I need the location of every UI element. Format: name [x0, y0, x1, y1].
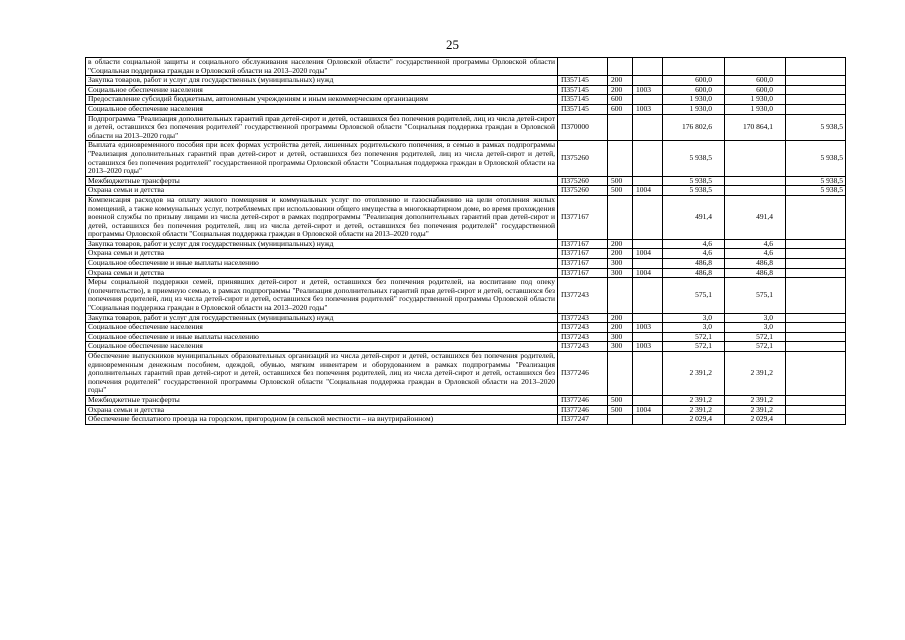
row-code-cell: П377243 — [558, 323, 608, 333]
row-section-cell — [633, 141, 663, 176]
table-row — [86, 239, 846, 249]
table-row — [86, 95, 846, 105]
row-amount-2-cell: 575,1 — [725, 278, 786, 313]
table-row — [86, 395, 846, 405]
row-section-cell — [633, 278, 663, 313]
row-amount-3-cell — [786, 76, 846, 86]
row-section-cell: 1003 — [633, 323, 663, 333]
row-expense-type-cell: 300 — [608, 259, 633, 269]
row-code-cell: П357145 — [558, 85, 608, 95]
row-amount-2-cell: 2 029,4 — [725, 415, 786, 425]
table-row — [86, 114, 846, 141]
row-code-cell: П375260 — [558, 141, 608, 176]
table-row — [86, 332, 846, 342]
table-row — [86, 58, 846, 76]
row-expense-type-cell — [608, 352, 633, 396]
row-name-cell: Меры социальной поддержки семей, принявших детей-сирот и детей, оставшихся без попечения родителей, на воспитание под опеку (попечительство), в приемную семью, в рамках подпрограммы "Реализация дополнительных гарантий прав детей-сирот и детей, оставшихся без попечения родителей, лиц из числа детей-сирот и детей, оставшихся без попечения родителей" государственной программы Орловской области "Социальная поддержка граждан в Орловской области на 2013–2020 годы" — [86, 278, 558, 313]
row-name-cell: Компенсация расходов на оплату жилого помещения и коммунальных услуг по отоплению и газоснабжению на цели отопления жилых помещений, а также коммунальных услуг, потребляемых при использовании общего имущества в многоквартирном доме, во время прохождения военной службы по призыву лицами из числа детей-сирот в рамках подпрограммы "Реализация дополнительных гарантий прав детей-сирот и детей, оставшихся без попечения родителей, лиц из числа детей-сирот и детей, оставшихся без попечения родителей" государственной программы Орловской области "Социальная поддержка граждан в Орловской области на 2013–2020 годы" — [86, 195, 558, 239]
row-amount-1-cell: 2 391,2 — [663, 395, 725, 405]
row-expense-type-cell: 500 — [608, 176, 633, 186]
row-expense-type-cell: 300 — [608, 342, 633, 352]
row-amount-3-cell — [786, 405, 846, 415]
row-name-cell: Выплата единовременного пособия при всех формах устройства детей, лишенных родительского попечения, в семью в рамках подпрограммы "Реализация дополнительных гарантий прав детей-сирот и детей, оставшихся без попечения родителей, лиц из числа детей-сирот и детей, оставшихся без попечения родителей" государственной программы Орловской области "Социальная поддержка граждан в Орловской области на 2013–2020 годы" — [86, 141, 558, 176]
row-amount-1-cell: 4,6 — [663, 239, 725, 249]
row-code-cell: П377247 — [558, 415, 608, 425]
row-amount-3-cell — [786, 415, 846, 425]
row-expense-type-cell — [608, 114, 633, 141]
row-expense-type-cell: 500 — [608, 405, 633, 415]
row-code-cell: П377243 — [558, 278, 608, 313]
row-expense-type-cell: 200 — [608, 323, 633, 333]
row-name-cell: Закупка товаров, работ и услуг для государственных (муниципальных) нужд — [86, 76, 558, 86]
row-expense-type-cell: 500 — [608, 186, 633, 196]
row-expense-type-cell: 300 — [608, 332, 633, 342]
row-amount-1-cell: 2 029,4 — [663, 415, 725, 425]
row-amount-3-cell — [786, 95, 846, 105]
row-name-cell: Закупка товаров, работ и услуг для государственных (муниципальных) нужд — [86, 239, 558, 249]
row-amount-2-cell: 491,4 — [725, 195, 786, 239]
row-amount-1-cell: 572,1 — [663, 332, 725, 342]
row-section-cell — [633, 239, 663, 249]
row-amount-2-cell: 572,1 — [725, 332, 786, 342]
row-section-cell — [633, 259, 663, 269]
row-amount-1-cell: 5 938,5 — [663, 186, 725, 196]
row-section-cell: 1003 — [633, 104, 663, 114]
row-amount-1-cell: 3,0 — [663, 323, 725, 333]
budget-table-body — [86, 58, 846, 425]
row-amount-2-cell: 486,8 — [725, 259, 786, 269]
row-section-cell — [633, 395, 663, 405]
row-expense-type-cell — [608, 141, 633, 176]
row-name-cell: Охрана семьи и детства — [86, 186, 558, 196]
table-row — [86, 352, 846, 396]
row-expense-type-cell: 600 — [608, 95, 633, 105]
table-row — [86, 323, 846, 333]
row-name-cell: Предоставление субсидий бюджетным, автономным учреждениям и иным некоммерческим организациям — [86, 95, 558, 105]
row-amount-1-cell: 3,0 — [663, 313, 725, 323]
budget-table — [85, 57, 846, 425]
table-row — [86, 141, 846, 176]
row-name-cell: Социальное обеспечение населения — [86, 85, 558, 95]
table-row — [86, 405, 846, 415]
row-code-cell: П377167 — [558, 195, 608, 239]
row-name-cell: Социальное обеспечение населения — [86, 323, 558, 333]
row-amount-3-cell — [786, 323, 846, 333]
table-row — [86, 176, 846, 186]
row-expense-type-cell — [608, 415, 633, 425]
row-name-cell: Охрана семьи и детства — [86, 405, 558, 415]
row-amount-1-cell: 486,8 — [663, 268, 725, 278]
row-amount-2-cell: 4,6 — [725, 249, 786, 259]
row-code-cell: П377246 — [558, 395, 608, 405]
row-amount-1-cell: 575,1 — [663, 278, 725, 313]
row-expense-type-cell: 200 — [608, 239, 633, 249]
row-code-cell: П357145 — [558, 104, 608, 114]
row-code-cell: П377167 — [558, 268, 608, 278]
row-amount-2-cell: 1 930,0 — [725, 95, 786, 105]
row-section-cell — [633, 76, 663, 86]
table-row — [86, 415, 846, 425]
row-amount-1-cell: 491,4 — [663, 195, 725, 239]
row-amount-3-cell — [786, 239, 846, 249]
row-amount-3-cell — [786, 259, 846, 269]
row-amount-3-cell — [786, 395, 846, 405]
row-code-cell: П375260 — [558, 186, 608, 196]
row-code-cell — [558, 58, 608, 76]
table-row — [86, 268, 846, 278]
row-code-cell: П377243 — [558, 332, 608, 342]
table-row — [86, 313, 846, 323]
row-section-cell — [633, 332, 663, 342]
row-amount-2-cell: 1 930,0 — [725, 104, 786, 114]
row-expense-type-cell — [608, 58, 633, 76]
row-amount-1-cell: 5 938,5 — [663, 141, 725, 176]
table-row — [86, 195, 846, 239]
row-amount-2-cell — [725, 141, 786, 176]
row-section-cell — [633, 415, 663, 425]
row-expense-type-cell — [608, 278, 633, 313]
row-code-cell: П377246 — [558, 352, 608, 396]
row-code-cell: П357145 — [558, 95, 608, 105]
row-name-cell: Обеспечение выпускников муниципальных образовательных организаций из числа детей-сирот и детей, оставшихся без попечения родителей, единовременным денежным пособием, одеждой, обувью, мягким инвентарем и оборудованием в рамках подпрограммы "Реализация дополнительных гарантий прав детей-сирот и детей, оставшихся без попечения родителей, лиц из числа детей-сирот и детей, оставшихся без попечения родителей" государственной программы Орловской области "Социальная поддержка граждан в Орловской области на 2013–2020 годы" — [86, 352, 558, 396]
row-amount-1-cell: 600,0 — [663, 76, 725, 86]
row-amount-2-cell: 170 864,1 — [725, 114, 786, 141]
row-expense-type-cell: 500 — [608, 395, 633, 405]
table-row — [86, 76, 846, 86]
row-amount-2-cell: 3,0 — [725, 323, 786, 333]
row-code-cell: П377246 — [558, 405, 608, 415]
row-amount-3-cell: 5 938,5 — [786, 114, 846, 141]
row-expense-type-cell: 200 — [608, 313, 633, 323]
table-row — [86, 342, 846, 352]
row-amount-3-cell: 5 938,5 — [786, 186, 846, 196]
table-row — [86, 85, 846, 95]
row-amount-1-cell: 1 930,0 — [663, 95, 725, 105]
row-amount-1-cell: 2 391,2 — [663, 405, 725, 415]
table-row — [86, 104, 846, 114]
row-amount-2-cell: 3,0 — [725, 313, 786, 323]
row-name-cell: Социальное обеспечение населения — [86, 104, 558, 114]
row-section-cell — [633, 195, 663, 239]
row-section-cell — [633, 114, 663, 141]
row-code-cell: П377167 — [558, 259, 608, 269]
row-code-cell: П357145 — [558, 76, 608, 86]
row-name-cell: Обеспечение бесплатного проезда на городском, пригородном (в сельской местности – на внутрирайонном) — [86, 415, 558, 425]
row-name-cell: Охрана семьи и детства — [86, 249, 558, 259]
row-section-cell — [633, 176, 663, 186]
row-amount-3-cell — [786, 249, 846, 259]
row-name-cell: Социальное обеспечение и иные выплаты населению — [86, 259, 558, 269]
row-section-cell: 1003 — [633, 85, 663, 95]
row-code-cell: П375260 — [558, 176, 608, 186]
row-amount-2-cell: 486,8 — [725, 268, 786, 278]
row-name-cell: Межбюджетные трансферты — [86, 395, 558, 405]
table-row — [86, 259, 846, 269]
row-name-cell: Межбюджетные трансферты — [86, 176, 558, 186]
row-name-cell: Закупка товаров, работ и услуг для государственных (муниципальных) нужд — [86, 313, 558, 323]
row-section-cell: 1004 — [633, 268, 663, 278]
row-amount-1-cell: 1 930,0 — [663, 104, 725, 114]
row-amount-2-cell — [725, 58, 786, 76]
row-amount-3-cell: 5 938,5 — [786, 176, 846, 186]
row-code-cell: П377167 — [558, 249, 608, 259]
row-section-cell: 1004 — [633, 249, 663, 259]
row-section-cell — [633, 95, 663, 105]
row-code-cell: П370000 — [558, 114, 608, 141]
row-amount-2-cell: 600,0 — [725, 85, 786, 95]
row-code-cell: П377243 — [558, 342, 608, 352]
row-amount-3-cell — [786, 352, 846, 396]
row-amount-3-cell — [786, 85, 846, 95]
row-amount-3-cell — [786, 268, 846, 278]
row-name-cell: Социальное обеспечение населения — [86, 342, 558, 352]
row-name-cell: в области социальной защиты и социального обслуживания населения Орловской области" государственной программы Орловской области "Социальная поддержка граждан в Орловской области на 2013–2020 годы" — [86, 58, 558, 76]
row-expense-type-cell — [608, 195, 633, 239]
row-amount-2-cell: 2 391,2 — [725, 352, 786, 396]
row-amount-2-cell: 572,1 — [725, 342, 786, 352]
row-amount-1-cell: 486,8 — [663, 259, 725, 269]
table-row — [86, 186, 846, 196]
row-amount-1-cell: 2 391,2 — [663, 352, 725, 396]
row-expense-type-cell: 200 — [608, 249, 633, 259]
row-amount-2-cell: 600,0 — [725, 76, 786, 86]
row-amount-3-cell — [786, 332, 846, 342]
row-amount-2-cell — [725, 176, 786, 186]
row-amount-2-cell — [725, 186, 786, 196]
row-amount-3-cell — [786, 342, 846, 352]
row-expense-type-cell: 200 — [608, 76, 633, 86]
row-code-cell: П377243 — [558, 313, 608, 323]
row-amount-3-cell: 5 938,5 — [786, 141, 846, 176]
row-amount-3-cell — [786, 58, 846, 76]
row-amount-1-cell — [663, 58, 725, 76]
row-expense-type-cell: 600 — [608, 104, 633, 114]
row-amount-1-cell: 600,0 — [663, 85, 725, 95]
row-section-cell — [633, 352, 663, 396]
row-section-cell — [633, 313, 663, 323]
row-amount-3-cell — [786, 195, 846, 239]
row-amount-3-cell — [786, 313, 846, 323]
row-section-cell: 1003 — [633, 342, 663, 352]
row-amount-1-cell: 176 802,6 — [663, 114, 725, 141]
row-code-cell: П377167 — [558, 239, 608, 249]
row-amount-3-cell — [786, 104, 846, 114]
row-name-cell: Охрана семьи и детства — [86, 268, 558, 278]
row-amount-1-cell: 5 938,5 — [663, 176, 725, 186]
row-amount-2-cell: 2 391,2 — [725, 405, 786, 415]
row-amount-2-cell: 2 391,2 — [725, 395, 786, 405]
table-row — [86, 249, 846, 259]
row-expense-type-cell: 200 — [608, 85, 633, 95]
row-name-cell: Подпрограмма "Реализация дополнительных гарантий прав детей-сирот и детей, оставшихся без попечения родителей, лиц из числа детей-сирот и детей, оставшихся без попечения родителей" государственной программы Орловской области "Социальная поддержка граждан в Орловской области на 2013–2020 годы" — [86, 114, 558, 141]
page-number: 25 — [446, 37, 459, 52]
row-section-cell: 1004 — [633, 405, 663, 415]
table-row — [86, 278, 846, 313]
row-amount-3-cell — [786, 278, 846, 313]
row-amount-1-cell: 4,6 — [663, 249, 725, 259]
row-amount-1-cell: 572,1 — [663, 342, 725, 352]
row-section-cell: 1004 — [633, 186, 663, 196]
row-amount-2-cell: 4,6 — [725, 239, 786, 249]
row-expense-type-cell: 300 — [608, 268, 633, 278]
row-section-cell — [633, 58, 663, 76]
row-name-cell: Социальное обеспечение и иные выплаты населению — [86, 332, 558, 342]
